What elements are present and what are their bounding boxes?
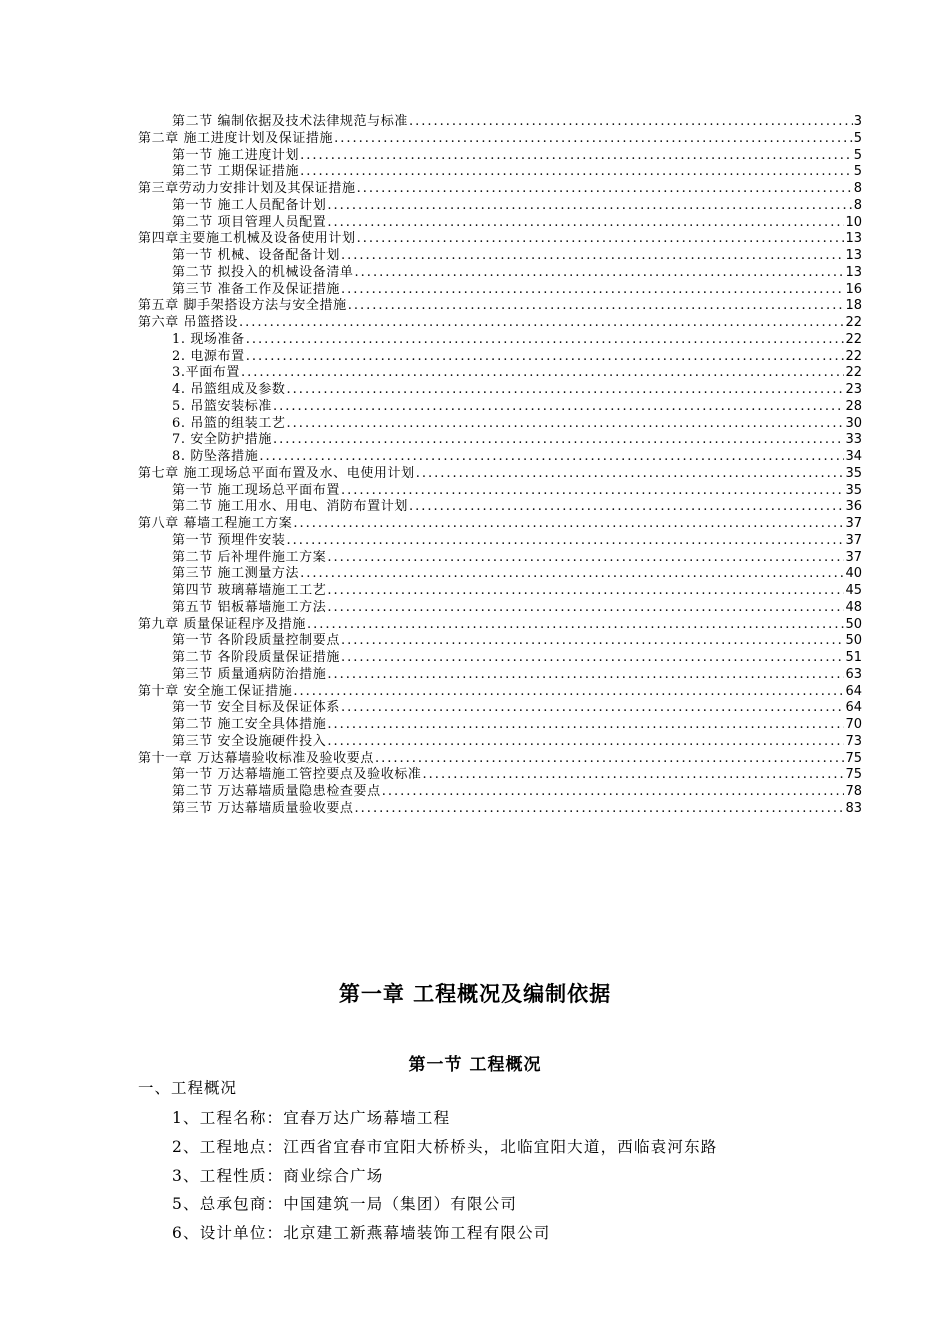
toc-entry[interactable]: [138, 499, 862, 516]
toc-entry-title: 第八章 幕墙工程施工方案: [138, 516, 293, 531]
toc-leader-dots: [300, 566, 844, 583]
toc-entry[interactable]: [138, 215, 862, 232]
toc-entry-title: 第二节 工期保证措施: [172, 164, 300, 180]
toc-entry[interactable]: [138, 717, 862, 734]
toc-entry[interactable]: [138, 533, 862, 550]
toc-entry-title: 第四节 玻璃幕墙施工工艺: [172, 583, 327, 598]
toc-entry[interactable]: [138, 483, 862, 500]
toc-entry-page-number: 37: [845, 516, 862, 531]
toc-leader-dots: [273, 399, 845, 416]
toc-entry-page-number: 48: [845, 599, 862, 615]
toc-leader-dots: [357, 181, 853, 198]
toc-entry-title: 第二节 项目管理人员配置: [172, 214, 327, 230]
toc-entry-title: 第十一章 万达幕墙验收标准及验收要点: [138, 750, 374, 766]
toc-entry[interactable]: [138, 617, 862, 634]
toc-entry[interactable]: [138, 382, 862, 399]
toc-entry-page-number: 78: [845, 784, 862, 799]
toc-entry-page-number: 5: [853, 147, 862, 163]
toc-entry-title: 第二章 施工进度计划及保证措施: [138, 130, 334, 146]
toc-entry-title: 第三节 施工测量方法: [172, 566, 300, 582]
toc-leader-dots: [273, 432, 845, 449]
toc-leader-dots: [246, 349, 845, 366]
toc-entry[interactable]: [138, 633, 862, 650]
toc-entry-title: 3.平面布置: [172, 365, 241, 381]
toc-entry-page-number: 37: [845, 549, 862, 565]
toc-entry-title: 第二节 各阶段质量保证措施: [172, 650, 340, 665]
toc-entry[interactable]: [138, 265, 862, 282]
toc-leader-dots: [341, 248, 845, 265]
toc-entry-page-number: 50: [845, 633, 862, 649]
toc-leader-dots: [327, 215, 844, 232]
toc-entry[interactable]: [138, 700, 862, 717]
toc-entry[interactable]: [138, 449, 862, 466]
toc-entry-page-number: 22: [845, 331, 862, 347]
toc-entry[interactable]: [138, 801, 862, 818]
toc-leader-dots: [300, 164, 853, 181]
toc-entry-title: 第一节 施工现场总平面布置: [172, 482, 340, 498]
toc-leader-dots: [355, 801, 845, 818]
toc-entry-page-number: 8: [853, 181, 862, 196]
toc-entry-page-number: 5: [853, 164, 862, 180]
toc-entry-page-number: 22: [845, 348, 862, 364]
toc-entry-title: 第一节 安全目标及保证体系: [172, 700, 340, 716]
toc-entry[interactable]: [138, 231, 862, 248]
toc-entry[interactable]: [138, 365, 862, 382]
toc-entry-page-number: 10: [845, 214, 862, 230]
toc-entry[interactable]: [138, 784, 862, 801]
section-title: 第一节 工程概况: [408, 1055, 542, 1075]
toc-leader-dots: [334, 131, 853, 148]
toc-entry-page-number: 64: [845, 700, 862, 716]
toc-entry-title: 第一节 施工人员配备计划: [172, 197, 327, 213]
toc-entry-page-number: 30: [845, 415, 862, 431]
toc-entry[interactable]: [138, 282, 862, 299]
toc-leader-dots: [409, 114, 853, 131]
design-unit-line: 6、设计单位：北京建工新燕幕墙装饰工程有限公司: [172, 1224, 551, 1242]
toc-entry[interactable]: [138, 131, 862, 148]
chapter-title: 第一章 工程概况及编制依据: [338, 982, 612, 1006]
toc-entry-page-number: 16: [845, 281, 862, 297]
toc-entry-title: 第二节 万达幕墙质量隐患检查要点: [172, 784, 381, 799]
toc-entry-page-number: 40: [845, 566, 862, 582]
toc-leader-dots: [287, 416, 845, 433]
project-name-line: 1、工程名称：宜春万达广场幕墙工程: [172, 1109, 451, 1127]
toc-entry[interactable]: [138, 684, 862, 701]
toc-entry-page-number: 3: [853, 114, 862, 129]
toc-leader-dots: [416, 466, 845, 483]
toc-entry[interactable]: [138, 734, 862, 751]
toc-entry[interactable]: [138, 248, 862, 265]
toc-entry-title: 第三章劳动力安排计划及其保证措施: [138, 181, 356, 196]
sub-heading: 一、工程概况: [138, 1079, 238, 1097]
toc-entry-page-number: 64: [845, 683, 862, 699]
toc-entry-page-number: 13: [845, 248, 862, 263]
toc-entry[interactable]: [138, 566, 862, 583]
table-of-contents: [138, 114, 862, 818]
toc-leader-dots: [293, 684, 844, 701]
toc-leader-dots: [300, 148, 853, 165]
toc-leader-dots: [259, 449, 844, 466]
toc-leader-dots: [375, 751, 845, 768]
toc-entry-page-number: 18: [845, 298, 862, 314]
toc-entry-page-number: 35: [845, 482, 862, 498]
toc-leader-dots: [341, 700, 845, 717]
toc-entry[interactable]: [138, 767, 862, 784]
toc-entry-title: 第五节 铝板幕墙施工方法: [172, 599, 327, 615]
toc-entry-page-number: 28: [845, 398, 862, 414]
toc-entry-title: 第二节 后补埋件施工方案: [172, 549, 327, 565]
toc-entry-page-number: 8: [853, 197, 862, 213]
toc-entry-title: 第二节 施工安全具体措施: [172, 717, 327, 732]
toc-leader-dots: [341, 650, 845, 667]
toc-entry[interactable]: [138, 751, 862, 768]
toc-entry-title: 第七章 施工现场总平面布置及水、电使用计划: [138, 465, 415, 481]
toc-entry[interactable]: [138, 466, 862, 483]
toc-entry-page-number: 75: [845, 750, 862, 766]
toc-entry-page-number: 70: [845, 717, 862, 732]
toc-entry-page-number: 22: [845, 315, 862, 330]
toc-leader-dots: [348, 298, 845, 315]
toc-entry[interactable]: [138, 114, 862, 131]
toc-leader-dots: [327, 198, 852, 215]
toc-leader-dots: [293, 516, 844, 533]
toc-entry-page-number: 51: [845, 650, 862, 665]
toc-leader-dots: [307, 617, 845, 634]
toc-entry-title: 第一节 万达幕墙施工管控要点及验收标准: [172, 767, 422, 783]
toc-leader-dots: [327, 550, 844, 567]
toc-entry-title: 第三节 质量通病防治措施: [172, 666, 327, 682]
toc-entry-title: 8. 防坠落措施: [172, 449, 259, 464]
toc-entry-title: 6. 吊篮的组装工艺: [172, 415, 286, 431]
toc-entry-page-number: 34: [845, 449, 862, 464]
toc-entry-title: 2. 电源布置: [172, 348, 245, 364]
toc-entry-title: 7. 安全防护措施: [172, 432, 272, 448]
toc-entry-page-number: 83: [845, 800, 862, 816]
toc-leader-dots: [327, 583, 844, 600]
toc-entry-title: 第一节 机械、设备配备计划: [172, 248, 340, 263]
toc-leader-dots: [327, 717, 844, 734]
toc-entry-page-number: 45: [845, 583, 862, 598]
toc-entry-title: 1. 现场准备: [172, 331, 245, 347]
toc-leader-dots: [357, 231, 845, 248]
toc-entry[interactable]: [138, 667, 862, 684]
toc-entry-page-number: 63: [845, 666, 862, 682]
toc-entry[interactable]: [138, 164, 862, 181]
toc-entry-page-number: 13: [845, 264, 862, 280]
toc-entry-title: 第三节 万达幕墙质量验收要点: [172, 800, 354, 816]
toc-entry-title: 第二节 拟投入的机械设备清单: [172, 264, 354, 280]
toc-entry-page-number: 23: [845, 382, 862, 397]
toc-entry-title: 第三节 安全设施硬件投入: [172, 733, 327, 749]
toc-entry[interactable]: [138, 432, 862, 449]
toc-entry-title: 第二节 施工用水、用电、消防布置计划: [172, 499, 408, 515]
toc-entry-page-number: 33: [845, 432, 862, 448]
toc-entry[interactable]: [138, 198, 862, 215]
toc-leader-dots: [327, 667, 844, 684]
toc-entry-title: 第一节 施工进度计划: [172, 147, 300, 163]
toc-entry-title: 第二节 编制依据及技术法律规范与标准: [172, 114, 408, 129]
toc-entry-page-number: 35: [845, 465, 862, 481]
toc-leader-dots: [287, 533, 845, 550]
toc-entry-page-number: 75: [845, 767, 862, 783]
toc-entry[interactable]: [138, 148, 862, 165]
toc-entry[interactable]: [138, 416, 862, 433]
toc-leader-dots: [355, 265, 845, 282]
toc-entry-title: 第一节 各阶段质量控制要点: [172, 633, 340, 649]
toc-entry[interactable]: [138, 399, 862, 416]
toc-leader-dots: [239, 315, 845, 332]
toc-entry[interactable]: [138, 550, 862, 567]
toc-entry-title: 第六章 吊篮搭设: [138, 315, 238, 330]
toc-entry-title: 第一节 预埋件安装: [172, 532, 286, 548]
toc-entry[interactable]: [138, 600, 862, 617]
toc-entry-page-number: 73: [845, 733, 862, 749]
toc-entry-page-number: 13: [845, 231, 862, 247]
toc-entry-title: 4. 吊篮组成及参数: [172, 382, 286, 397]
toc-entry-title: 第十章 安全施工保证措施: [138, 683, 293, 699]
toc-entry[interactable]: [138, 181, 862, 198]
toc-leader-dots: [341, 633, 845, 650]
toc-entry-page-number: 36: [845, 499, 862, 515]
toc-entry[interactable]: [138, 332, 862, 349]
toc-entry-page-number: 37: [845, 532, 862, 548]
toc-leader-dots: [327, 600, 844, 617]
toc-entry-page-number: 5: [853, 130, 862, 146]
toc-entry[interactable]: [138, 583, 862, 600]
toc-leader-dots: [241, 365, 844, 382]
toc-entry-title: 5. 吊篮安装标准: [172, 398, 272, 414]
toc-leader-dots: [423, 767, 845, 784]
toc-entry-page-number: 50: [845, 616, 862, 632]
toc-entry-title: 第五章 脚手架搭设方法与安全措施: [138, 298, 347, 314]
toc-entry[interactable]: [138, 650, 862, 667]
toc-leader-dots: [287, 382, 845, 399]
general-contractor-line: 5、总承包商：中国建筑一局（集团）有限公司: [172, 1195, 518, 1213]
project-location-line: 2、工程地点：江西省宜春市宜阳大桥桥头，北临宜阳大道，西临袁河东路: [172, 1138, 718, 1156]
project-nature-line: 3、工程性质：商业综合广场: [172, 1167, 384, 1185]
toc-entry-title: 第四章主要施工机械及设备使用计划: [138, 231, 356, 247]
toc-entry[interactable]: [138, 298, 862, 315]
toc-leader-dots: [341, 483, 845, 500]
toc-entry-title: 第三节 准备工作及保证措施: [172, 281, 340, 297]
toc-entry[interactable]: [138, 516, 862, 533]
toc-leader-dots: [246, 332, 845, 349]
toc-entry-page-number: 22: [845, 365, 862, 381]
toc-entry[interactable]: [138, 315, 862, 332]
toc-leader-dots: [327, 734, 844, 751]
toc-leader-dots: [409, 499, 845, 516]
toc-leader-dots: [341, 282, 845, 299]
toc-leader-dots: [382, 784, 845, 801]
toc-entry[interactable]: [138, 349, 862, 366]
toc-entry-title: 第九章 质量保证程序及措施: [138, 616, 306, 632]
